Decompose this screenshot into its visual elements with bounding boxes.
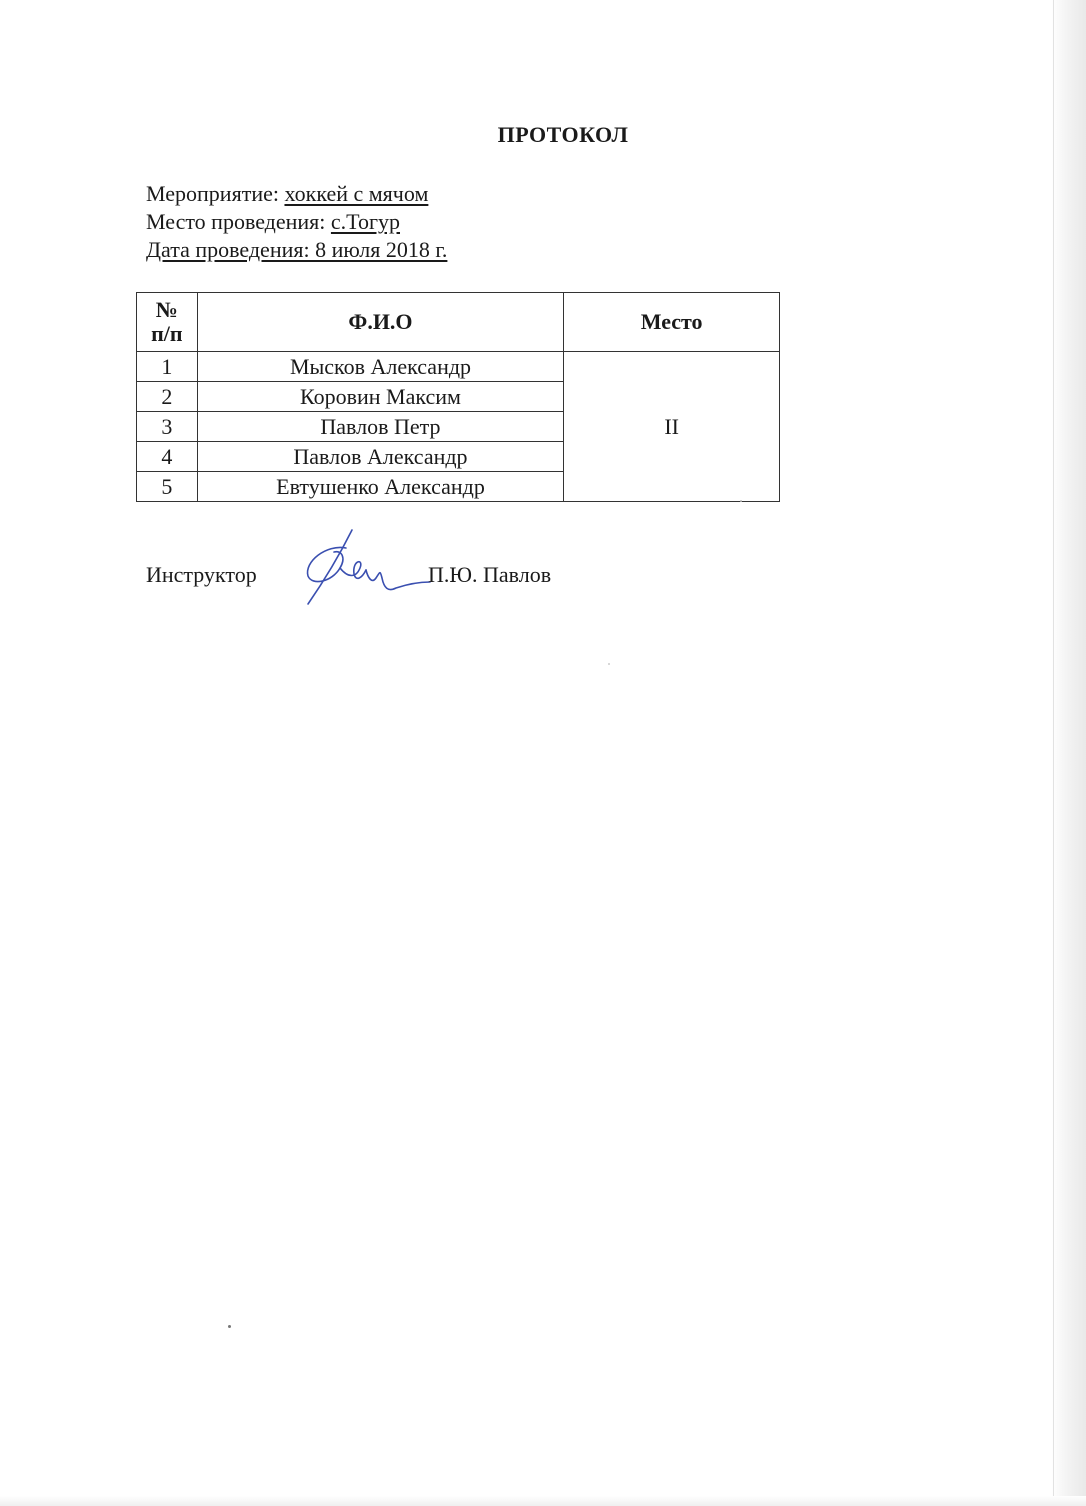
date-line: [146, 236, 447, 264]
results-table: [136, 292, 780, 502]
scan-speck: [740, 500, 742, 502]
row-num: 5: [137, 472, 198, 502]
document-title: ПРОТОКОЛ: [497, 122, 629, 147]
event-value: хоккей с мячом: [284, 181, 429, 206]
scan-speck: [228, 1325, 231, 1328]
venue-value: с.Тогур: [330, 209, 400, 234]
row-num: 1: [137, 352, 198, 382]
row-name: Мысков Александр: [197, 352, 564, 382]
venue-line: [146, 208, 400, 236]
row-name: Коровин Максим: [197, 382, 564, 412]
row-name: Павлов Петр: [197, 412, 564, 442]
row-name: Евтушенко Александр: [197, 472, 564, 502]
page-edge-shadow: [1052, 0, 1086, 1506]
date-text: Дата проведения: 8 июля 2018 г.: [146, 237, 448, 262]
scan-speck: [608, 663, 610, 665]
row-num: 2: [137, 382, 198, 412]
row-num: 4: [137, 442, 198, 472]
header-num: [137, 293, 198, 352]
page-bottom-edge: [0, 1496, 1086, 1506]
page-edge-line: [1053, 0, 1054, 1506]
place-cell: II: [564, 352, 780, 502]
event-label: Мероприятие:: [146, 181, 285, 206]
header-name: Ф.И.О: [197, 293, 564, 352]
signature-role: Инструктор: [146, 562, 257, 587]
signatory-name: П.Ю. Павлов: [428, 562, 552, 587]
header-num-line1: №: [155, 297, 178, 322]
table-row: [137, 352, 780, 382]
table-header-row: [137, 293, 780, 352]
header-num-line2: п/п: [151, 321, 183, 346]
handwritten-signature: [296, 526, 436, 610]
row-name: Павлов Александр: [197, 442, 564, 472]
venue-label: Место проведения:: [146, 209, 331, 234]
header-place: Место: [564, 293, 780, 352]
event-line: [146, 180, 428, 208]
row-num: 3: [137, 412, 198, 442]
